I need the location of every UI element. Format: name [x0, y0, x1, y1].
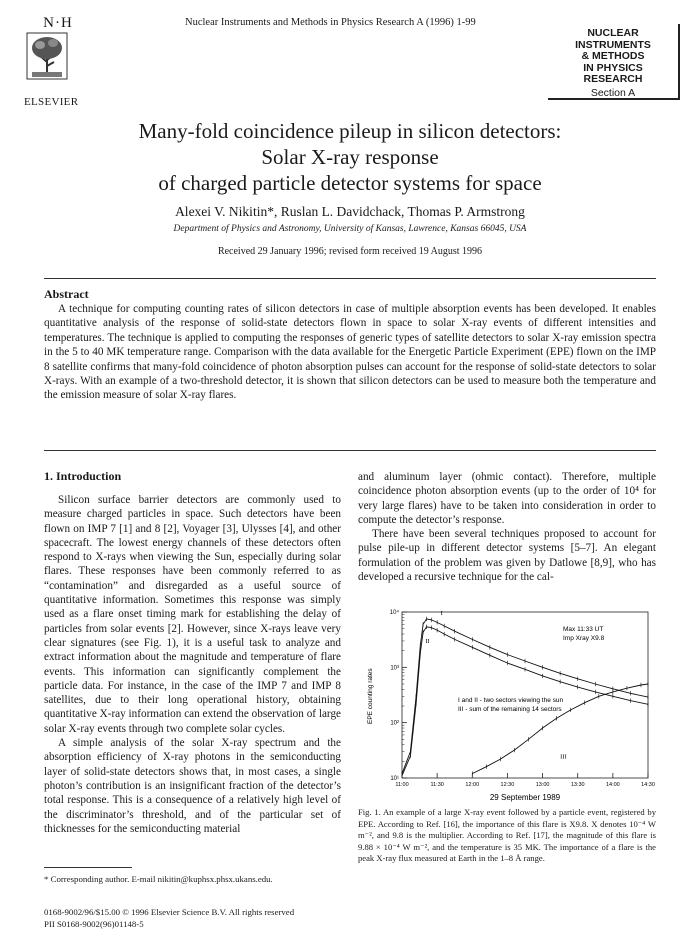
logo-text: N·H	[43, 15, 73, 31]
journal-box-section: Section A	[590, 86, 636, 99]
pii-line: PII S0168-9002(96)01148-5	[44, 919, 144, 929]
title-line: Many-fold coincidence pileup in silicon detectors:	[138, 119, 562, 143]
figure-caption: Fig. 1. An example of a large X-ray event followed by a particle event, registered by EPE. According to Ref. [16], the importance of this flare is X9.8. X denotes 10⁻⁴ W m⁻², and 9.8 is the multiplier. According to Ref. [17], the magnitude of this flare is 9.88 × 10⁻⁴ W m⁻², and the temperature is 35 MK. The importance of a flare is the peak X-ray flux measured at Earth in the 1–8 Å range.	[358, 807, 656, 864]
copyright	[44, 906, 294, 930]
x-tick-label: 13:30	[570, 782, 585, 788]
paper-title	[40, 118, 660, 196]
y-axis-label: EPE counting rates	[367, 668, 374, 724]
annotation-imp: Imp Xray X9.8	[563, 635, 605, 642]
divider	[44, 278, 656, 279]
journal-box	[548, 24, 680, 100]
x-tick-label: 11:00	[395, 782, 409, 788]
y-tick-label: 10¹	[390, 776, 399, 782]
abstract-heading: Abstract	[44, 287, 89, 301]
publisher-logo	[26, 16, 90, 86]
title-line: Solar X-ray response	[261, 145, 439, 169]
annotation-legend-2: III - sum of the remaining 14 sectors	[458, 706, 562, 713]
x-tick-label: 14:00	[605, 782, 620, 788]
abstract-text: A technique for computing counting rates of silicon detectors in case of multiple absorption events has been developed. It enables quantitative analysis of the response of solid-state detectors flown in space to solar X-ray events of different intensities and temperatures. The technique is applied to computing the responses of generic types of satellite detectors to solar X-ray emission spectra in the 5 to 40 MK temperature range. Comparison with the data available for the Energetic Particle Experiment (EPE) flown on the IMP 8 satellite confirms that many-fold coincidence of photon absorption pulses can account for the response of solid-state detectors to solar X-rays. With an example of a two-threshold detector, it is shown that silicon detectors can be used to measure both the temperature and the emission measure of solar X-ray flares.	[44, 303, 656, 402]
x-tick-label: 12:00	[465, 782, 480, 788]
footnote-rule	[44, 867, 132, 868]
paragraph: Silicon surface barrier detectors are commonly used to measure charged particles in space. Such detectors have been flown on IMP 7 [1] and 8 [2], Voyager [3], Ulysses [4], and other spacecraft. The lowest energy channels of these detectors often respond to X-rays when viewing the Sun, especially during solar flares. These responses have been commonly referred to as “contamination” and disregarded as a useful source of quantitative information. Sometimes this response was simply used as a flare onset timing mark for establishing the delay of particles from solar events [2]. However, since X-rays leave very clear signatures (see Fig. 1), it is a useful task to analyze and extract information about the magnitude and temperature of flare events. This information can significantly complement the particle data. For instance, in the case of the IMP 7 and IMP 8 satellites, due to their long operational history, obtaining quantitative X-ray information can extend the observation of large solar X-ray events through two complete solar cycles.	[44, 494, 341, 735]
x-tick-label: 11:30	[430, 782, 444, 788]
paragraph: There have been several techniques proposed to account for pulse pile-up in different detector systems [5–7]. An elegant formulation of the problem was given by Datlowe [8,9], who has developed a recursive technique for the cal-	[358, 528, 656, 584]
publisher-name: ELSEVIER	[24, 96, 79, 108]
plot-frame	[402, 612, 648, 778]
paragraph: and aluminum layer (ohmic contact). Therefore, multiple coincidence photon absorption events (up to the order of 10⁴ for very large flares) have to be taken into consideration in order to compute the detector’s response.	[358, 471, 656, 526]
y-tick-label: 10⁴	[389, 610, 399, 616]
tree-emblem-icon	[26, 32, 68, 80]
left-column	[44, 493, 341, 836]
x-tick-label: 13:00	[535, 782, 550, 788]
paragraph: A simple analysis of the solar X-ray spectrum and the absorption efficiency of X-ray photons in the semiconducting layer of solid-state detectors shows that, in most cases, a single photon’s contribution is an insignificant fraction of the detector’s total response. This is a consequence of a relatively high level of the discriminator’s threshold, and of the particular set of thicknesses for the semiconducting material	[44, 737, 341, 835]
right-column	[358, 470, 656, 584]
received-dates: Received 29 January 1996; revised form received 19 August 1996	[217, 246, 483, 257]
annotation-max: Max 11:33 UT	[563, 626, 604, 633]
journal-citation: Nuclear Instruments and Methods in Physics Research A (1996) 1-99	[185, 17, 476, 28]
series-label-II: II	[425, 638, 430, 646]
title-line: of charged particle detector systems for space	[158, 171, 542, 195]
series-label-I: I	[440, 610, 443, 618]
copyright-line: 0168-9002/96/$15.00 © 1996 Elsevier Science B.V. All rights reserved	[44, 907, 295, 917]
x-tick-label: 12:30	[500, 782, 515, 788]
x-tick-label: 14:30	[641, 782, 655, 788]
count-rate-chart	[358, 604, 656, 804]
affiliation: Department of Physics and Astronomy, University of Kansas, Lawrence, Kansas 66045, USA	[173, 224, 527, 234]
x-axis-label: 29 September 1989	[489, 793, 561, 802]
series-label-III: III	[560, 753, 567, 761]
footnote: * Corresponding author. E-mail nikitin@kuphsx.phsx.ukans.edu.	[44, 874, 273, 884]
y-tick-label: 10³	[390, 665, 399, 672]
section-heading: 1. Introduction	[44, 469, 122, 483]
divider	[44, 450, 656, 451]
author-list: Alexei V. Nikitin*, Ruslan L. Davidchack, Thomas P. Armstrong	[175, 204, 525, 219]
journal-box-title: NUCLEAR INSTRUMENTS & METHODS IN PHYSICS RESEARCH	[575, 27, 651, 85]
annotation-legend-1: I and II - two sectors viewing the sun	[458, 697, 564, 704]
y-tick-label: 10²	[390, 720, 399, 727]
figure-1	[358, 604, 656, 804]
